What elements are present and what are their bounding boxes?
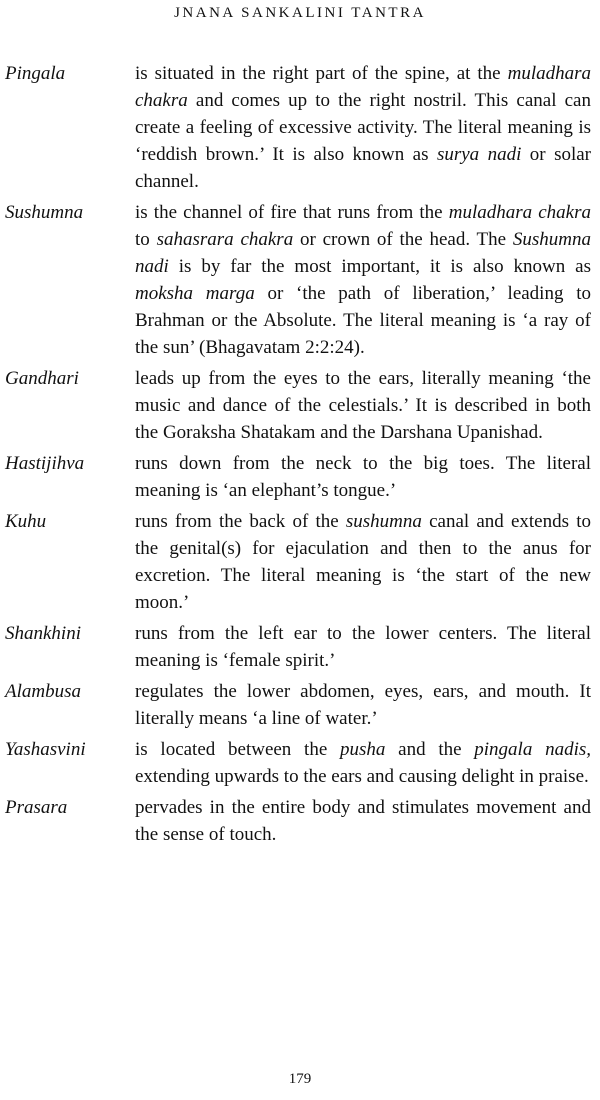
running-header: JNANA SANKALINI TANTRA xyxy=(174,5,426,21)
entry-definition xyxy=(135,365,591,446)
definition-italic-text: Sushumna nadi xyxy=(135,229,591,277)
definition-text: canal and extends to the genital(s) for ejaculation and then to the anus for excretion. The literal meaning is ‘the start of the new moon.’ xyxy=(135,511,591,613)
glossary-entry xyxy=(5,620,595,674)
definition-text: leads up from the eyes to the ears, literally meaning ‘the music and dance of the celestials.’ It is described in both the Goraksha Shatakam and the Darshana Upanishad. xyxy=(135,368,591,443)
entry-definition xyxy=(135,60,591,195)
entry-term: Pingala xyxy=(5,63,66,84)
glossary-entry xyxy=(5,678,595,732)
definition-text: and the xyxy=(385,739,475,760)
definition-text: extending upwards to the ears and causing delight in praise. xyxy=(135,766,589,787)
definition-text: regulates the lower abdomen, eyes, ears, and mouth. It literally means ‘a line of water.’ xyxy=(135,681,591,729)
definition-italic-text: moksha marga xyxy=(135,283,255,304)
definition-italic-text: pusha xyxy=(340,739,386,760)
entry-term: Kuhu xyxy=(5,511,47,532)
entry-term: Yashasvini xyxy=(5,739,86,760)
entry-term: Prasara xyxy=(5,797,68,818)
glossary-entry xyxy=(5,794,595,848)
entry-definition xyxy=(135,199,591,361)
glossary-entry xyxy=(5,450,595,504)
definition-text: or crown of the head. The xyxy=(293,229,513,250)
definition-text: runs from the left ear to the lower centers. The literal meaning is ‘female spirit.’ xyxy=(135,623,591,671)
entry-definition xyxy=(135,794,591,848)
definition-italic-text: muladhara chakra xyxy=(448,202,592,223)
definition-text: pervades in the entire body and stimulates movement and the sense of touch. xyxy=(135,797,591,845)
page-number: 179 xyxy=(288,1071,312,1087)
entry-term: Shankhini xyxy=(5,623,81,644)
definition-italic-text: muladhara chakra xyxy=(135,63,591,111)
definition-text: runs down from the neck to the big toes. The literal meaning is ‘an elephant’s tongue.’ xyxy=(135,453,591,501)
glossary-entry xyxy=(5,736,595,790)
definition-text: is situated in the right part of the spine, at the xyxy=(135,63,508,84)
entry-term: Hastijihva xyxy=(5,453,85,474)
definition-italic-text: pingala nadis, xyxy=(474,739,591,760)
definition-italic-text: sushumna xyxy=(345,511,422,532)
definition-text: is by far the most important, it is also known as xyxy=(168,256,591,277)
entry-term: Alambusa xyxy=(5,681,81,702)
entry-definition xyxy=(135,508,591,616)
definition-text: or ‘the path of liberation,’ leading to Brahman or the Absolute. The literal meaning is ‘a ray of the sun’ (Bhagavatam 2:2:24). xyxy=(135,283,591,358)
entry-definition xyxy=(135,620,591,674)
entry-definition xyxy=(135,678,591,732)
entry-term: Gandhari xyxy=(5,368,79,389)
glossary-entry xyxy=(5,508,595,616)
entry-definition xyxy=(135,450,591,504)
glossary-list xyxy=(5,60,595,852)
definition-text: and comes up to the right nostril. This canal can create a feeling of excessive activity. The literal meaning is ‘reddish brown.’ It is also known as xyxy=(135,90,591,165)
definition-text: to xyxy=(135,229,157,250)
definition-italic-text: sahasrara chakra xyxy=(156,229,294,250)
definition-text: runs from the back of the xyxy=(135,511,346,532)
glossary-entry xyxy=(5,365,595,446)
entry-definition xyxy=(135,736,591,790)
definition-italic-text: surya nadi xyxy=(436,144,522,165)
glossary-entry xyxy=(5,199,595,361)
definition-text: is the channel of fire that runs from the xyxy=(135,202,449,223)
definition-text: is located between the xyxy=(135,739,340,760)
definition-text: or solar channel. xyxy=(135,144,591,192)
entry-term: Sushumna xyxy=(5,202,84,223)
glossary-entry xyxy=(5,60,595,195)
